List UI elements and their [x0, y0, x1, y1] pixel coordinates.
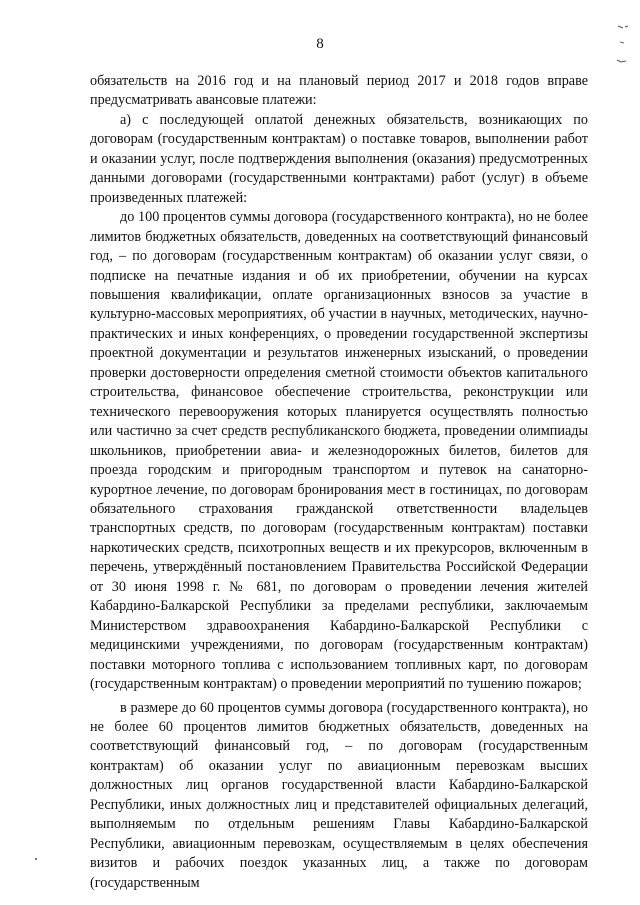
paragraph-100-percent: до 100 процентов суммы договора (государственного контракта), но не более лимитов бюджетных обязательств, доведенных на соответствующий финансовый год, – по договорам (государственным контрактам) об оказании услуг связи, о подписке на печатные издания и об их приобретении, обучении на курсах повышения квалификации, оплате организационных взносов за участие в культурно-массовых мероприятиях, об участии в научных, методических, научно-практических и иных конференциях, о проведении государственной экспертизы проектной документации и результатов инженерных изысканий, о проведении проверки достоверности определения сметной стоимости объектов капитального строительства, финансовое обеспечение строительства, реконструкции или технического перевооружения которых планируется осуществлять полностью или частично за счет средств республиканского бюджета, проведении олимпиады школьников, приобретении авиа- и железнодорожных билетов, билетов для проезда городским и пригородным транспортом и путевок на санаторно-курортное лечение, по договорам бронирования мест в гостиницах, по договорам обязательного страхования гражданской ответственности владельцев транспортных средств, по договорам (государственным контрактам) поставки наркотических средств, психотропных веществ и их прекурсоров, включенным в перечень, утверждённый постановлением Правительства Российской Федерации от 30 июня 1998 г. № 681, по договорам о проведении лечения жителей Кабардино-Балкарской Республики за пределами республики, заключаемым Министерством здравоохранения Кабардино-Балкарской Республики с медицинскими учреждениями, по договорам (государственным контрактам) поставки моторного топлива с использованием топливных карт, по договорам (государственным контрактам) о проведении мероприятий по тушению пожаров; [90, 209, 588, 693]
paragraph-continuation: обязательств на 2016 год и на плановый период 2017 и 2018 годов вправе предусматривать авансовые платежи: [90, 73, 588, 109]
scan-speck [35, 858, 37, 860]
paragraph-item-a: а) с последующей оплатой денежных обязательств, возникающих по договорам (государственным контрактам) о поставке товаров, выполнении работ и оказании услуг, после подтверждения выполнения (оказания) предусмотренных данными договорами (государственными контрактами) работ (услуг) в объеме произведенных платежей: [90, 111, 588, 206]
page-number: 8 [316, 36, 324, 52]
paragraph-60-percent: в размере до 60 процентов суммы договора (государственного контракта), но не более 60 процентов лимитов бюджетных обязательств, доведенных на соответствующий финансовый год, – по договорам (государственным контрактам) об оказании услуг по авиационным перевозкам высших должностных лиц органов государственной власти Кабардино-Балкарской Республики, иных должностных лиц и представителей официальных делегаций, выполняемым по отдельным решениям Главы Кабардино-Балкарской Республики, авиационным перевозкам, осуществляемым в целях обеспечения визитов и рабочих поездок указанных лиц, а также по договорам (государственным [90, 699, 588, 891]
document-body [90, 72, 588, 893]
scan-marks [614, 22, 634, 72]
